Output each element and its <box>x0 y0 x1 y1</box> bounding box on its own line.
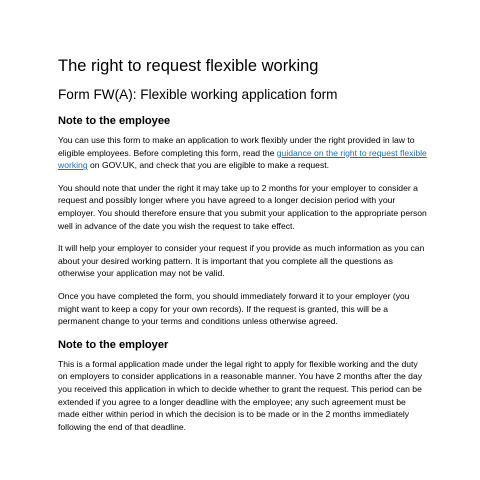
document-page <box>58 56 428 443</box>
document-title: The right to request flexible working <box>58 57 319 75</box>
employee-note-paragraph-1 <box>58 134 428 172</box>
paragraph-text: on GOV.UK, and check that you are eligible to make a request. <box>87 160 330 171</box>
form-subtitle: Form FW(A): Flexible working application form <box>58 87 338 102</box>
employer-note-section <box>58 338 428 434</box>
paragraph-text: You can use this form to make an application to work flexibly under the right provided in law to eligible employees. Before completing this form, read the <box>58 135 415 158</box>
employer-note-heading: Note to the employer <box>58 338 169 351</box>
employee-note-paragraph-3: It will help your employer to consider your request if you provide as much information as you can about your desired working pattern. It is important that you complete all the questions as otherwise your application may not be valid. <box>58 243 425 279</box>
employee-note-section <box>58 114 428 328</box>
guidance-link[interactable]: guidance on the right to request flexible working <box>58 147 427 171</box>
employee-note-heading: Note to the employee <box>58 115 171 127</box>
employer-note-paragraph-1: This is a formal application made under the legal right to apply for flexible working and the duty on employers to consider applications in a reasonable manner. You have 2 months after the day you received this application in which to decide whether to grant the request. This period can be extended if you agree to a longer deadline with the employee; any such agreement must be made either within period in which the decision is to be made or in the 2 months immediately following the end of that deadline. <box>58 358 423 432</box>
employee-note-paragraph-2: You should note that under the right it may take up to 2 months for your employer to consider a request and possibly longer where you have agreed to a longer decision period with your employer. You should therefore ensure that you submit your application to the appropriate person well in advance of the date you wish the request to take effect. <box>58 182 427 231</box>
employee-note-paragraph-4: Once you have completed the form, you should immediately forward it to your employer (you might want to keep a copy for your own records). If the request is granted, this will be a permanent change to your terms and conditions unless otherwise agreed. <box>58 290 410 327</box>
